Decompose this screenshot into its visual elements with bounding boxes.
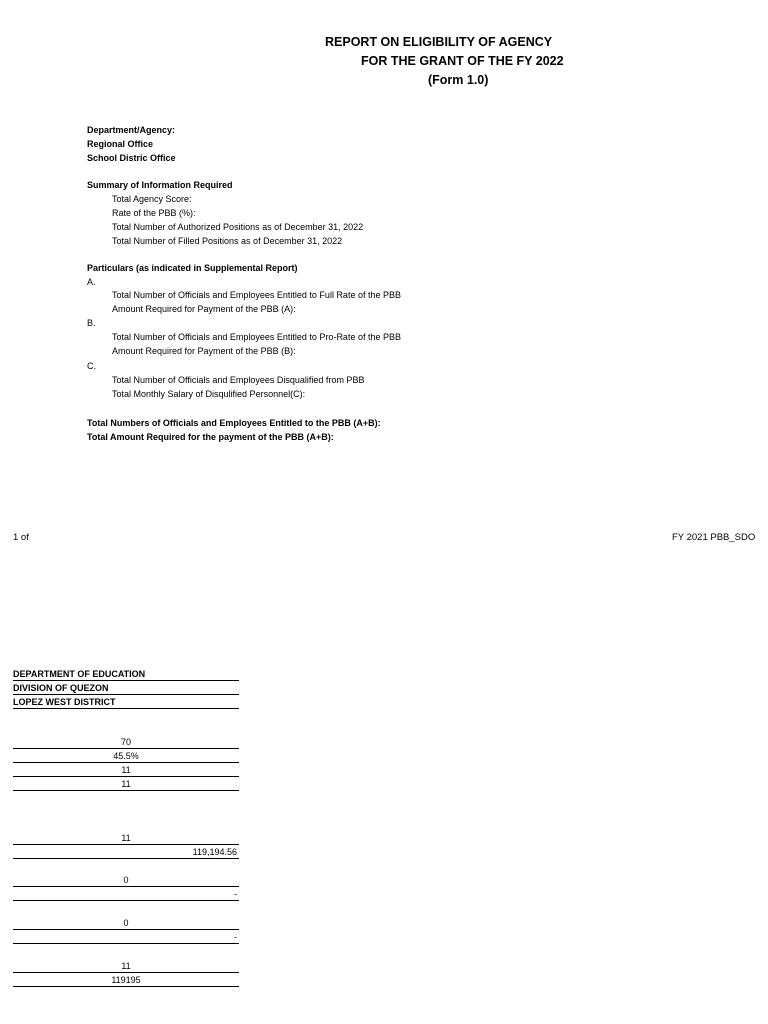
value-district: LOPEZ WEST DISTRICT	[13, 696, 239, 709]
value-total-agency-score: 70	[13, 736, 239, 749]
particulars-a-label: A.	[87, 277, 96, 287]
school-district-label: School Distric Office	[87, 153, 176, 163]
particulars-c-count-label: Total Number of Officials and Employees Disqualified from PBB	[112, 375, 365, 385]
report-title-line3: (Form 1.0)	[428, 73, 489, 87]
value-b-count: 0	[13, 874, 239, 887]
total-amount-label: Total Amount Required for the payment of the PBB (A+B):	[87, 432, 334, 442]
summary-item-filled: Total Number of Filled Positions as of December 31, 2022	[112, 236, 343, 246]
value-a-amount: 119,194.56	[13, 846, 239, 859]
particulars-b-label: B.	[87, 318, 96, 328]
value-department: DEPARTMENT OF EDUCATION	[13, 668, 239, 681]
value-b-amount: -	[13, 888, 239, 901]
particulars-c-amount-label: Total Monthly Salary of Disqulified Personnel(C):	[112, 389, 306, 399]
value-c-count: 0	[13, 917, 239, 930]
report-title-line1: REPORT ON ELIGIBILITY OF AGENCY	[325, 35, 553, 49]
document-code: FY 2021 PBB_SDO	[672, 532, 756, 543]
value-total-entitled: 11	[13, 960, 239, 973]
particulars-b-amount-label: Amount Required for Payment of the PBB (B):	[112, 346, 296, 356]
value-filled-positions: 11	[13, 778, 239, 791]
particulars-b-count-label: Total Number of Officials and Employees Entitled to Pro-Rate of the PBB	[112, 332, 401, 342]
value-total-amount: 119195	[13, 974, 239, 987]
summary-item-authorized: Total Number of Authorized Positions as of December 31, 2022	[112, 222, 364, 232]
value-c-amount: -	[13, 931, 239, 944]
page-number: 1 of	[13, 532, 29, 543]
total-entitled-label: Total Numbers of Officials and Employees Entitled to the PBB (A+B):	[87, 418, 381, 428]
particulars-c-label: C.	[87, 361, 96, 371]
department-label: Department/Agency:	[87, 125, 176, 135]
value-rate-pbb: 45.5%	[13, 750, 239, 763]
value-a-count: 11	[13, 832, 239, 845]
summary-heading: Summary of Information Required	[87, 180, 233, 190]
particulars-a-count-label: Total Number of Officials and Employees Entitled to Full Rate of the PBB	[112, 290, 401, 300]
summary-item-agency-score: Total Agency Score:	[112, 194, 192, 204]
particulars-a-amount-label: Amount Required for Payment of the PBB (A):	[112, 304, 296, 314]
summary-item-rate: Rate of the PBB (%):	[112, 208, 196, 218]
value-authorized-positions: 11	[13, 764, 239, 777]
report-title-line2: FOR THE GRANT OF THE FY 2022	[361, 54, 564, 68]
particulars-heading: Particulars (as indicated in Supplemental Report)	[87, 263, 298, 273]
value-division: DIVISION OF QUEZON	[13, 682, 239, 695]
regional-office-label: Regional Office	[87, 139, 154, 149]
